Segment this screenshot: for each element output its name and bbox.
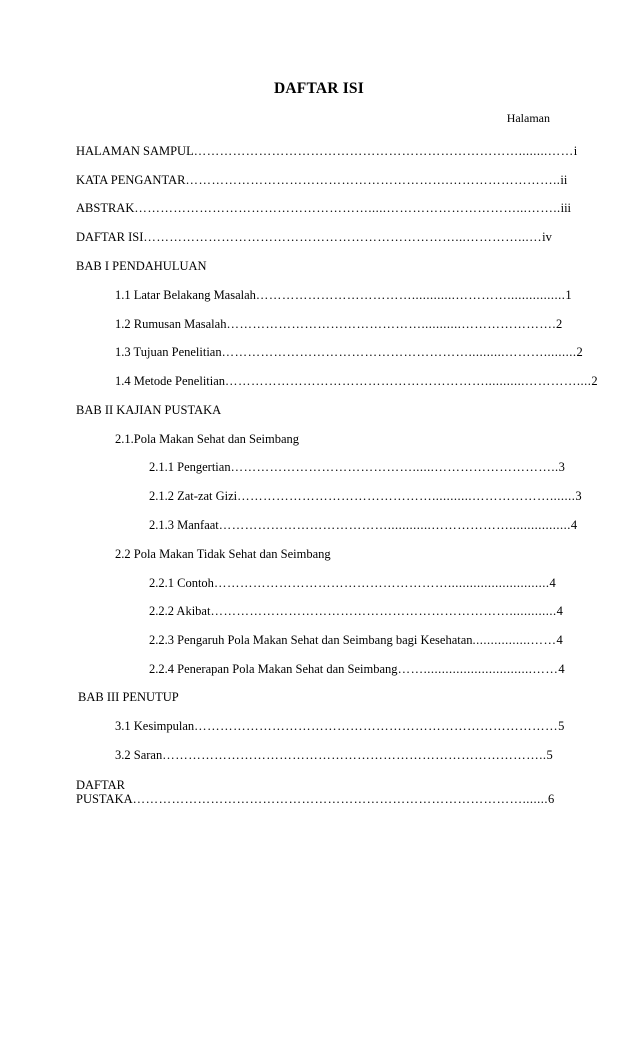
toc-entry-label: 3.1 Kesimpulan — [115, 719, 195, 733]
toc-entry-label: 1.2 Rumusan Masalah — [115, 317, 227, 331]
toc-page-number: i — [573, 144, 578, 158]
toc-page-number: 4 — [570, 518, 578, 532]
toc-entry[interactable] — [115, 316, 563, 332]
toc-leader-dots: ………………………………………...........…………………. — [226, 317, 556, 331]
toc-chapter-heading[interactable] — [76, 402, 550, 418]
toc-entry[interactable] — [115, 287, 572, 303]
toc-entry[interactable] — [115, 747, 553, 763]
toc-entry-label: 2.2.1 Contoh — [149, 576, 214, 590]
toc-entry[interactable] — [149, 517, 578, 533]
toc-chapter-heading[interactable] — [78, 689, 552, 705]
toc-leader-dots: …………………………………............………………................. — [218, 518, 571, 532]
toc-page-number: 5 — [546, 748, 553, 762]
toc-chapter-label: BAB III PENUTUP — [78, 690, 179, 704]
toc-entry-label: 3.2 Saran — [115, 748, 163, 762]
toc-chapter-heading[interactable] — [76, 258, 550, 274]
toc-leader-dots: …………………………………………………………………………….. — [162, 748, 547, 762]
toc-page-number: 6 — [548, 792, 555, 806]
toc-entry-label: 2.1.2 Zat-zat Gizi — [149, 489, 238, 503]
toc-leader-dots: …………………………………………………….…………………….. — [185, 173, 561, 187]
toc-chapter-label: BAB I PENDAHULUAN — [76, 259, 207, 273]
toc-entry[interactable] — [149, 661, 565, 677]
toc-page-number: 1 — [565, 288, 572, 302]
toc-entry[interactable] — [115, 373, 598, 389]
toc-page-number: 4 — [558, 662, 565, 676]
toc-entry[interactable] — [115, 344, 583, 360]
toc-page-number: 4 — [556, 633, 563, 647]
toc-section-label: 2.2 Pola Makan Tidak Sehat dan Seimbang — [115, 547, 331, 561]
toc-page-number: iii — [560, 201, 572, 215]
toc-entry[interactable] — [115, 718, 565, 734]
toc-entry-label: KATA PENGANTAR — [76, 173, 186, 187]
toc-leader-dots: ………………………………………………………………………………....... — [132, 792, 549, 806]
toc-leader-dots: ……………………………………………………………............. — [210, 604, 557, 618]
toc-entry[interactable] — [149, 632, 563, 648]
toc-leader-dots: ………………………………………………............................ — [213, 576, 550, 590]
toc-entry-label: ABSTRAK — [76, 201, 135, 215]
toc-entry-label: HALAMAN SAMPUL — [76, 144, 194, 158]
toc-page-number: 4 — [549, 576, 556, 590]
toc-chapter-label: BAB II KAJIAN PUSTAKA — [76, 403, 222, 417]
toc-entry[interactable] — [76, 229, 550, 245]
toc-entry-label: 2.1.1 Pengertian — [149, 460, 231, 474]
toc-leader-dots: ................…… — [472, 633, 557, 647]
toc-page-number: iv — [542, 230, 552, 244]
toc-entry-label: 1.4 Metode Penelitian — [115, 374, 226, 388]
toc-entry-label: 2.1.3 Manfaat — [149, 518, 219, 532]
toc-leader-dots: ………………………………............…………................ — [255, 288, 566, 302]
toc-page-number: 3 — [558, 460, 565, 474]
toc-entry[interactable] — [149, 575, 556, 591]
toc-page-number: 3 — [575, 489, 582, 503]
toc-entry-label: PUSTAKA — [76, 792, 133, 806]
toc-leader-dots: ……………………………………......……………………….. — [230, 460, 559, 474]
toc-entry[interactable] — [76, 143, 578, 159]
toc-leader-dots: ……………………………………………….....…………………………...…….. — [134, 201, 561, 215]
toc-leader-dots: …………………………………………………………………........…… — [193, 144, 574, 158]
toc-entry[interactable] — [149, 488, 582, 504]
page-column-header: Halaman — [506, 111, 550, 125]
toc-entry-label: 2.2.4 Penerapan Pola Makan Sehat dan Seimbang — [149, 662, 398, 676]
toc-entry[interactable] — [149, 459, 565, 475]
document-title: DAFTAR ISI — [274, 80, 364, 97]
toc-entry-label: 2.2.3 Pengaruh Pola Makan Sehat dan Seimbang bagi Kesehatan — [149, 633, 473, 647]
toc-entry-label: DAFTAR ISI — [76, 230, 144, 244]
toc-page-number: 2 — [555, 317, 563, 331]
toc-page-number: 4 — [556, 604, 563, 618]
toc-page-number: 5 — [558, 719, 565, 733]
toc-section-heading[interactable] — [115, 431, 540, 447]
toc-entry[interactable] — [76, 200, 572, 216]
toc-page-number: ii — [560, 173, 568, 187]
toc-entry[interactable] — [149, 603, 563, 619]
toc-entry[interactable] — [76, 172, 568, 188]
toc-section-label: 2.1.Pola Makan Sehat dan Seimbang — [115, 432, 299, 446]
toc-leader-dots: ………………………………………...........………………....... — [237, 489, 576, 503]
toc-leader-dots: …………………………………………………..........………......... — [221, 345, 577, 359]
toc-entry-label: 2.2.2 Akibat — [149, 604, 211, 618]
toc-section-heading[interactable] — [115, 546, 540, 562]
toc-entry-label: 1.1 Latar Belakang Masalah — [115, 288, 256, 302]
toc-page-number: 2 — [576, 345, 583, 359]
toc-leader-dots: ……..............................…… — [397, 662, 559, 676]
toc-leader-dots: ……………………………………………………...........………….... — [225, 374, 592, 388]
toc-page-number: 2 — [591, 374, 598, 388]
toc-leader-dots: ………………………………………………………………...…………...… — [143, 230, 543, 244]
toc-entry-label: 1.3 Tujuan Penelitian — [115, 345, 222, 359]
toc-entry[interactable] — [76, 791, 555, 807]
toc-entry-label: DAFTAR — [76, 778, 126, 792]
toc-leader-dots: ………………………………………………………………………… — [194, 719, 559, 733]
